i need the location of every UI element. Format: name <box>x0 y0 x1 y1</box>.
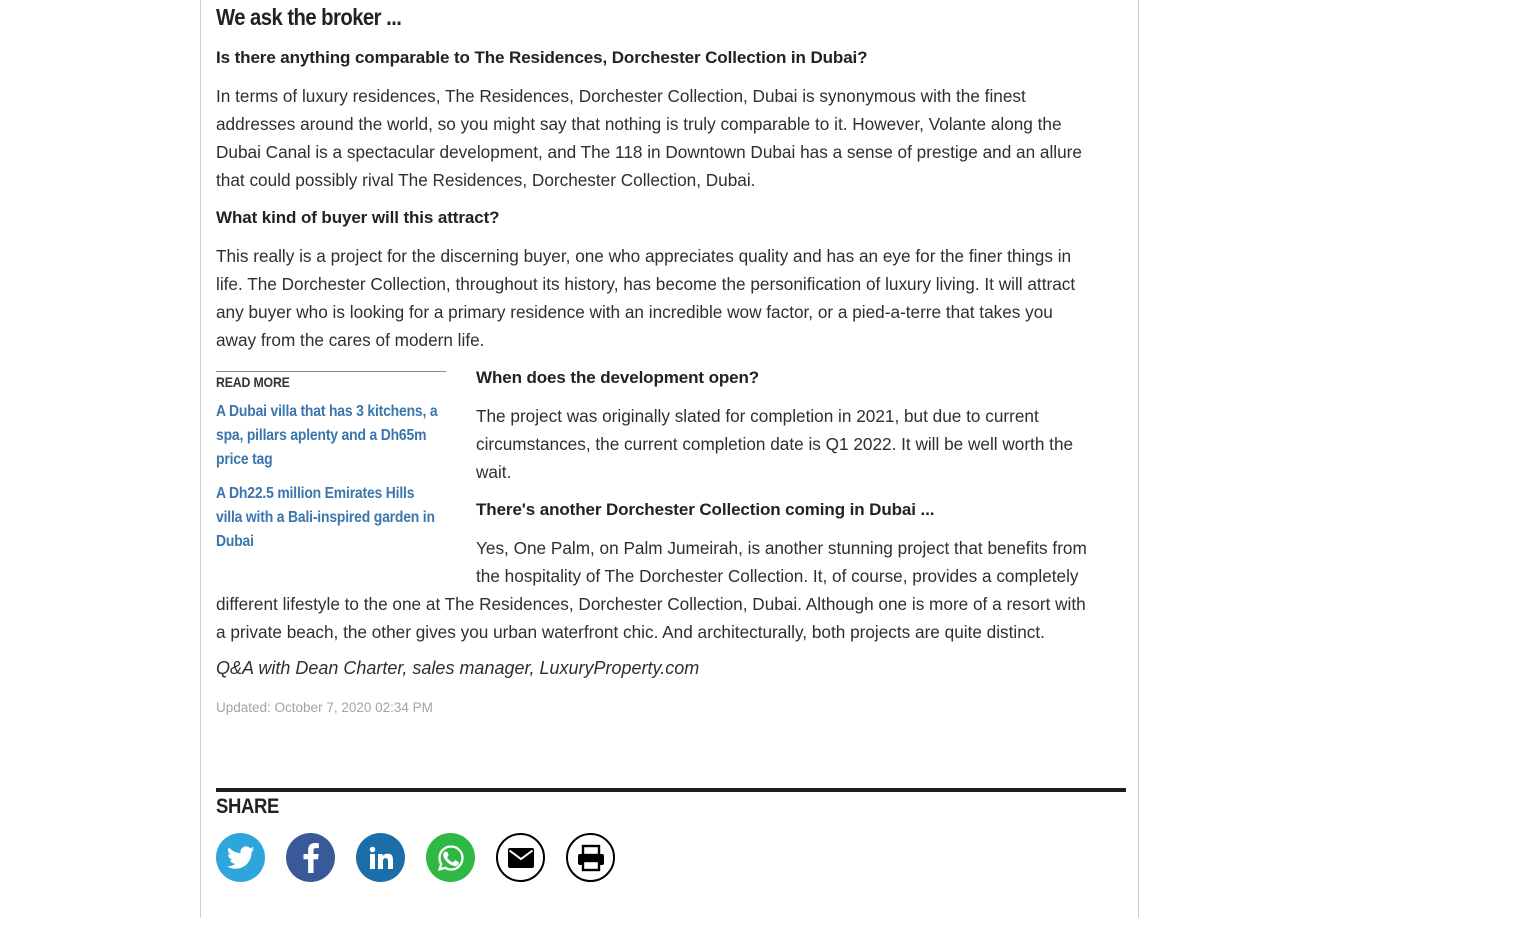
twitter-icon <box>227 846 255 870</box>
answer-3 <box>476 402 1073 486</box>
link-line: A Dubai villa that has 3 kitchens, a <box>216 403 438 420</box>
answer-line: any buyer who is looking for a primary residence with an incredible wow factor, or a pied-a-terre that takes you <box>216 302 1053 322</box>
section-heading: We ask the broker ... <box>216 4 402 30</box>
share-whatsapp-button[interactable] <box>426 833 475 882</box>
answer-line: a private beach, the other gives you urban waterfront chic. And architecturally, both projects are quite distinct. <box>216 622 1045 642</box>
question-2: What kind of buyer will this attract? <box>216 208 500 227</box>
answer-4 <box>216 534 1087 646</box>
answer-line: different lifestyle to the one at The Residences, Dorchester Collection, Dubai. Although one is more of a resort with <box>216 594 1086 614</box>
read-more-box <box>216 371 446 554</box>
answer-line: away from the cares of modern life. <box>216 330 485 350</box>
share-title: SHARE <box>216 795 279 818</box>
answer-line: circumstances, the current completion date is Q1 2022. It will be well worth the <box>476 434 1074 454</box>
link-line: villa with a Bali-inspired garden in <box>216 509 435 526</box>
answer-line: wait. <box>476 462 512 482</box>
share-linkedin-button[interactable] <box>356 833 405 882</box>
answer-line: Dubai Canal is a spectacular development, and The 118 in Downtown Dubai has a sense of prestige and an allure <box>216 142 1082 162</box>
answer-line: Yes, One Palm, on Palm Jumeirah, is another stunning project that benefits from <box>476 538 1087 558</box>
answer-2 <box>216 242 1075 354</box>
answer-line: life. The Dorchester Collection, throughout its history, has become the personification of luxury living. It will attract <box>216 274 1076 294</box>
share-twitter-button[interactable] <box>216 833 265 882</box>
updated-timestamp: Updated: October 7, 2020 02:34 PM <box>216 700 433 715</box>
email-icon <box>508 848 534 868</box>
read-more-title: READ MORE <box>216 374 290 390</box>
question-1: Is there anything comparable to The Residences, Dorchester Collection in Dubai? <box>216 48 868 67</box>
answer-line: This really is a project for the discerning buyer, one who appreciates quality and has an eye for the finer things in <box>216 246 1072 266</box>
link-line: Dubai <box>216 533 254 550</box>
linkedin-icon <box>369 846 393 870</box>
answer-line: In terms of luxury residences, The Residences, Dorchester Collection, Dubai is synonymous with the finest <box>216 86 1026 106</box>
article-column <box>200 0 1139 918</box>
whatsapp-icon <box>437 844 465 872</box>
answer-line: that could possibly rival The Residences, Dorchester Collection, Dubai. <box>216 170 756 190</box>
link-line: price tag <box>216 451 273 468</box>
share-divider <box>216 788 1126 792</box>
link-line: spa, pillars aplenty and a Dh65m <box>216 427 427 444</box>
author-credit: Q&A with Dean Charter, sales manager, LuxuryProperty.com <box>216 658 700 678</box>
share-email-button[interactable] <box>496 833 545 882</box>
answer-line: The project was originally slated for completion in 2021, but due to current <box>476 406 1039 426</box>
read-more-link-villa-kitchens[interactable] <box>216 400 440 472</box>
question-3: When does the development open? <box>476 368 760 387</box>
share-print-button[interactable] <box>566 833 615 882</box>
answer-line: the hospitality of The Dorchester Collection. It, of course, provides a completely <box>476 566 1079 586</box>
share-facebook-button[interactable] <box>286 833 335 882</box>
answer-line: addresses around the world, so you might say that nothing is truly comparable to it. However, Volante along the <box>216 114 1062 134</box>
link-line: A Dh22.5 million Emirates Hills <box>216 485 415 502</box>
facebook-icon <box>303 843 319 873</box>
answer-1 <box>216 82 1082 194</box>
question-4: There's another Dorchester Collection coming in Dubai ... <box>476 500 935 519</box>
print-icon <box>576 844 606 872</box>
